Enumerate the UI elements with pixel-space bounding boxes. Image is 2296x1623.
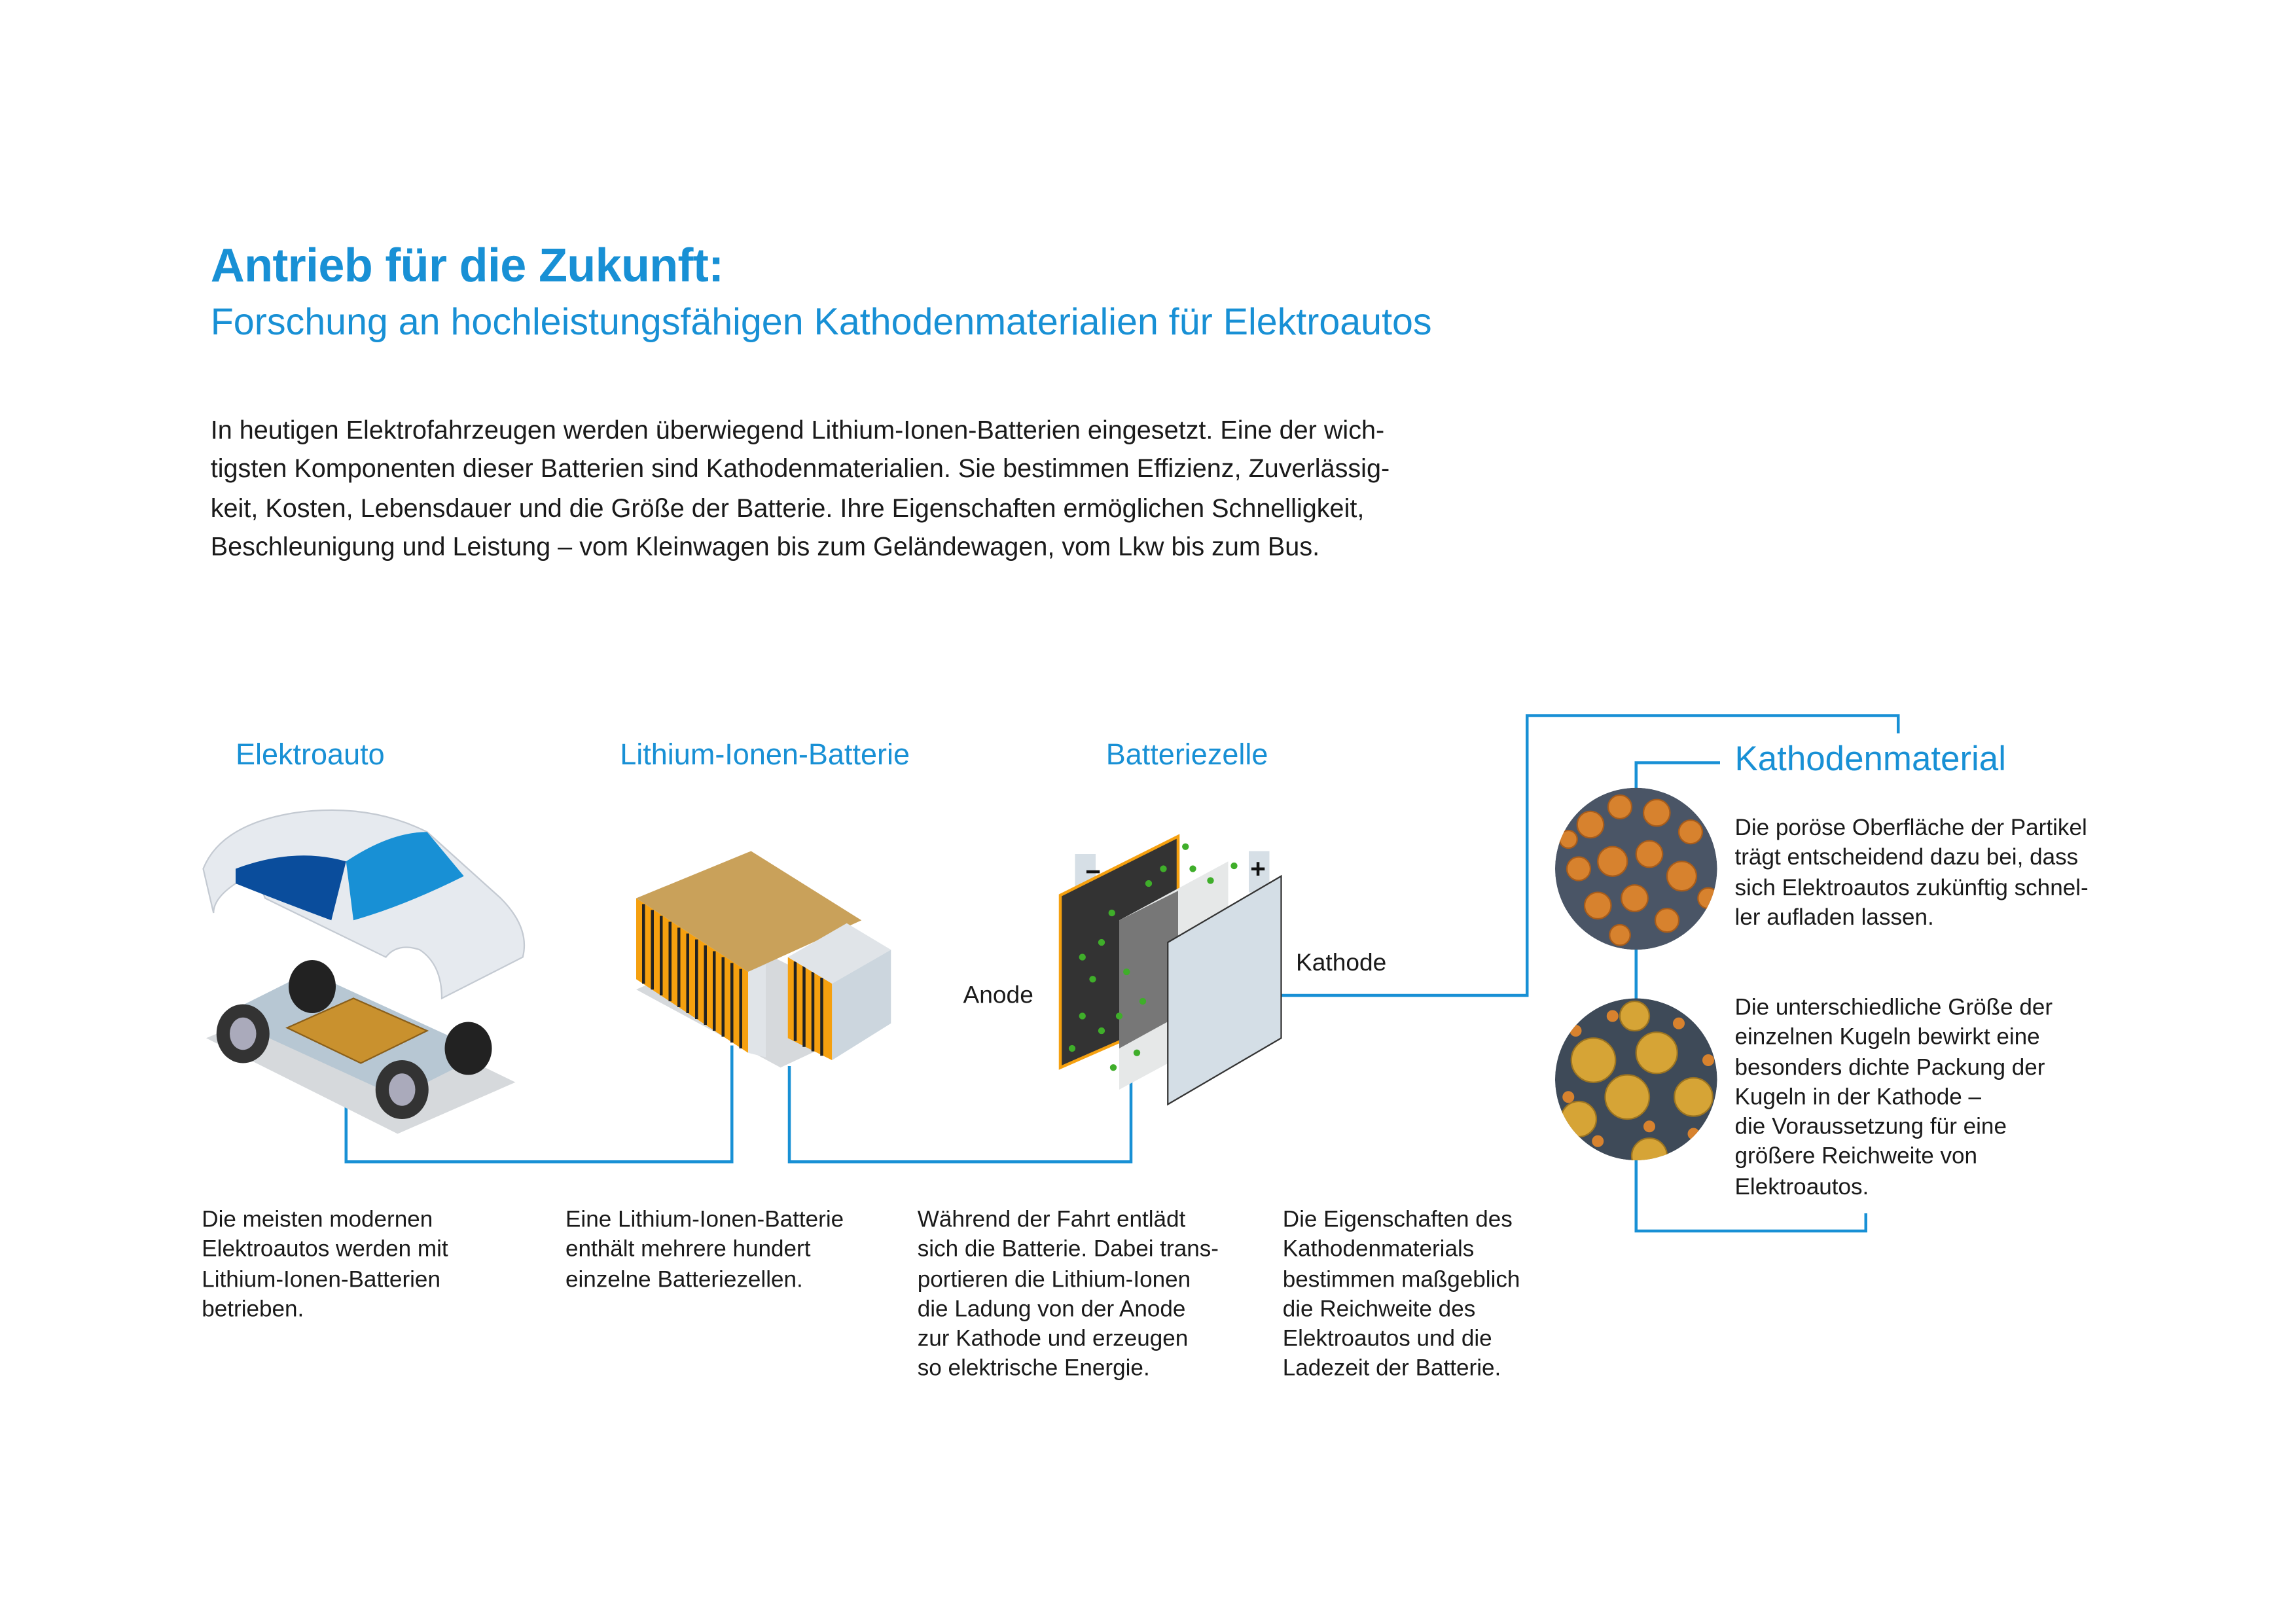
desc-line: Elektroautos. [1734,1175,1869,1200]
desc-line: die Reichweite des [1282,1297,1476,1323]
desc-line: portieren die Lithium-Ionen [917,1267,1191,1293]
electric-car-illustration [204,810,525,1134]
material-description-spheres [1735,994,2053,1204]
minus-sign: − [1085,856,1101,887]
spherical-particles-image [1555,999,1717,1174]
intro-line: In heutigen Elektrofahrzeugen werden überwiegend Lithium-Ionen-Batterien eingesetzt. Eine der wich- [210,415,1385,445]
desc-line: die Voraussetzung für eine [1734,1115,2007,1140]
battery-description [565,1206,844,1296]
desc-line: Während der Fahrt entlädt [917,1207,1186,1233]
cell-description [918,1206,1219,1385]
desc-line: trägt entscheidend dazu bei, dass [1734,846,2079,871]
desc-line: Die unterschiedliche Größe der [1734,995,2053,1021]
desc-line: Die meisten modernen [202,1207,433,1233]
desc-line: einzelnen Kugeln bewirkt eine [1734,1025,2040,1050]
desc-line: Lithium-Ionen-Batterien [202,1267,440,1293]
intro-line: keit, Kosten, Lebensdauer und die Größe der Batterie. Ihre Eigenschaften ermöglichen Schnelligkeit, [210,492,1365,522]
page-title: Antrieb für die Zukunft: [210,238,724,292]
desc-line: Eine Lithium-Ionen-Batterie [565,1207,844,1233]
desc-line: besonders dichte Packung der [1734,1055,2045,1080]
plus-sign: + [1250,853,1266,883]
desc-line: zur Kathode und erzeugen [917,1327,1189,1352]
battery-cell-illustration [1060,836,1282,1105]
intro-line: Beschleunigung und Leistung – vom Kleinwagen bis zum Geländewagen, vom Lkw bis zum Bus. [210,531,1320,562]
desc-line: enthält mehrere hundert [565,1237,811,1262]
desc-line: ler aufladen lassen. [1734,905,1934,931]
anode-label: Anode [963,982,1033,1009]
desc-line: betrieben. [202,1297,304,1323]
desc-line: Die poröse Oberfläche der Partikel [1734,815,2087,841]
desc-line: bestimmen maßgeblich [1282,1267,1520,1293]
desc-line: Kathodenmaterials [1282,1237,1475,1262]
desc-line: Kugeln in der Kathode – [1734,1085,1982,1111]
kathode-description [1283,1206,1520,1385]
desc-line: sich Elektroautos zukünftig schnel- [1734,875,2089,901]
desc-line: die Ladung von der Anode [917,1297,1186,1323]
desc-line: so elektrische Energie. [917,1357,1150,1382]
battery-pack-illustration [636,851,891,1068]
material-description-porous [1735,814,2089,934]
section-label-material: Kathodenmaterial [1734,739,2006,777]
section-label-battery: Lithium-Ionen-Batterie [620,739,910,772]
connector-battery-cell [789,1048,1131,1162]
section-label-car: Elektroauto [236,739,385,772]
intro-paragraph [211,411,1477,566]
desc-line: Elektroautos und die [1282,1327,1492,1352]
desc-line: größere Reichweite von [1734,1145,1978,1170]
desc-line: sich die Batterie. Dabei trans- [917,1237,1219,1262]
desc-line: einzelne Batteriezellen. [565,1267,803,1293]
intro-line: tigsten Komponenten dieser Batterien sind Kathodenmaterialien. Sie bestimmen Effizienz, Zuverlässig- [210,454,1390,484]
kathode-label: Kathode [1296,950,1387,976]
desc-line: Ladezeit der Batterie. [1282,1357,1501,1382]
section-label-cell: Batteriezelle [1105,739,1268,772]
page-subtitle: Forschung an hochleistungsfähigen Kathodenmaterialien für Elektroautos [210,302,1432,344]
desc-line: Die Eigenschaften des [1282,1207,1513,1233]
desc-line: Elektroautos werden mit [202,1237,448,1262]
car-description [202,1206,448,1326]
porous-particles-image [1555,788,1719,950]
